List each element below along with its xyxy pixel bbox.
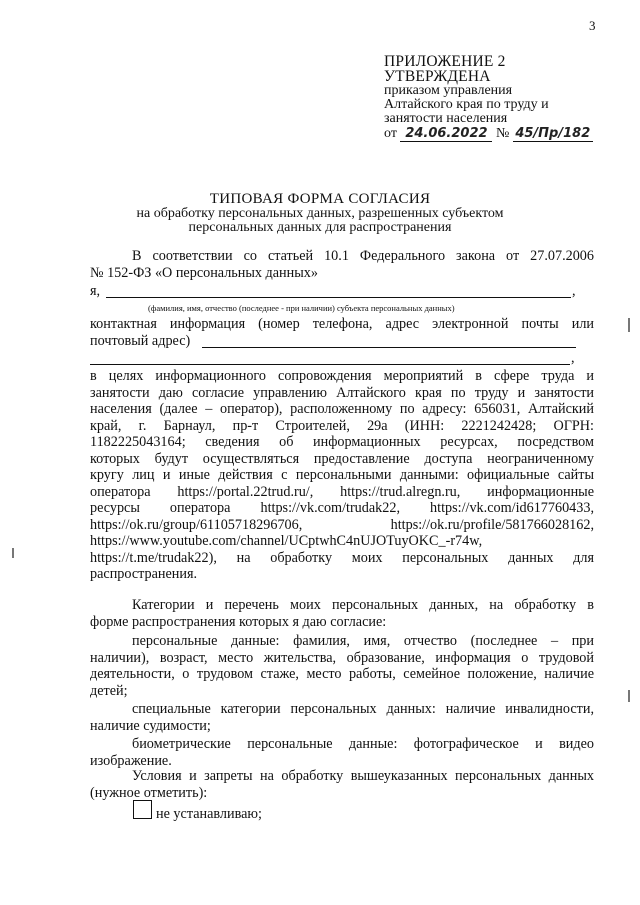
contact-line-2: почтовый адрес): [90, 333, 191, 349]
not-set-label: не устанавливаю;: [156, 806, 262, 822]
fio-hint: (фамилия, имя, отчество (последнее - при наличии) субъекта персональных данных): [148, 303, 455, 313]
order-line-3: занятости населения: [384, 111, 508, 126]
categories-line: Категории и перечень моих персональных данных, на обработку в: [132, 597, 594, 613]
number-sign: №: [495, 126, 510, 141]
scan-edge-mark: [628, 318, 630, 332]
not-set-checkbox[interactable]: [133, 800, 152, 819]
handwritten-number: 45/Пр/182: [513, 127, 593, 142]
purpose-line: 1182225043164; сведения об информационных ресурсах, посредством: [90, 434, 594, 450]
subtitle-line-2: персональных данных для распространения: [188, 220, 452, 235]
personal-data-line: деятельности, о трудовом стаже, место работы, семейное положение, наличие: [90, 666, 594, 682]
from-prefix: от: [384, 126, 397, 141]
intro-line-2: № 152-ФЗ «О персональных данных»: [90, 265, 318, 281]
biometric-line: биометрические персональные данные: фотографическое и видео: [132, 736, 594, 752]
special-categories-line: специальные категории персональных данных: наличие инвалидности,: [132, 701, 594, 717]
fio-underline[interactable]: [106, 297, 571, 298]
categories-line: форме распространения которых я даю согласие:: [90, 613, 387, 630]
special-categories-line: наличие судимости;: [90, 717, 211, 734]
form-subtitle: [0, 207, 640, 235]
purpose-line: в целях информационного сопровождения мероприятий в сфере труда и: [90, 368, 594, 384]
form-title: ТИПОВАЯ ФОРМА СОГЛАСИЯ: [209, 191, 431, 207]
purpose-line: кругу лиц и иные действия с персональными данными: официальные сайты: [90, 467, 594, 483]
contact-comma: ,: [571, 350, 575, 366]
intro-line-1: В соответствии со статьей 10.1 Федерального закона от 27.07.2006: [132, 248, 594, 264]
purpose-line: https://ok.ru/group/61105718296706, https://ok.ru/profile/581766028162,: [90, 516, 594, 533]
conditions-paragraph: [90, 768, 594, 801]
purpose-paragraph: [90, 368, 594, 583]
purpose-line: которых будут осуществляться предоставление доступа неограниченному: [90, 450, 594, 467]
biometric-paragraph: [90, 736, 594, 769]
personal-data-line: наличии), возраст, место жительства, образование, информация о трудовой: [90, 649, 594, 666]
approval-block: [384, 54, 593, 142]
order-line-2: Алтайского края по труду и: [384, 97, 549, 112]
purpose-line: https://www.youtube.com/channel/UCptwhC4nUJOTuyOKC_-r74w,: [90, 533, 483, 549]
conditions-line: Условия и запреты на обработку вышеуказанных персональных данных: [132, 768, 594, 784]
special-categories-paragraph: [90, 701, 594, 734]
personal-data-line: персональные данные: фамилия, имя, отчество (последнее – при: [132, 633, 594, 649]
categories-paragraph: [90, 597, 594, 630]
order-line-1: приказом управления: [384, 83, 513, 98]
personal-data-line: детей;: [90, 682, 128, 699]
personal-data-paragraph: [90, 633, 594, 699]
handwritten-date: 24.06.2022: [400, 127, 492, 142]
purpose-line: оператора https://portal.22trud.ru/, https://trud.alregn.ru, информационные: [90, 483, 594, 500]
purpose-line: край, г. Барнаул, пр-т Строителей, 29а (ИНН: 2221242428; ОГРН:: [90, 417, 594, 434]
contact-underline-2[interactable]: [90, 364, 570, 365]
biometric-line: изображение.: [90, 752, 172, 769]
subtitle-line-1: на обработку персональных данных, разрешенных субъектом: [136, 206, 504, 221]
approved-label: УТВЕРЖДЕНА: [384, 68, 491, 85]
order-date-line: [384, 127, 593, 142]
scan-edge-mark: [12, 548, 14, 558]
purpose-line: распространения.: [90, 566, 198, 582]
ya-label: я,: [90, 283, 101, 299]
scan-edge-mark: [628, 690, 630, 702]
purpose-line: населения (далее – оператор), расположенному по адресу: 656031, Алтайский: [90, 401, 594, 417]
appendix-label: ПРИЛОЖЕНИЕ 2: [384, 53, 506, 70]
purpose-line: занятости даю согласие управлению Алтайского края по труду и занятости: [90, 384, 594, 401]
purpose-line: ресурсы оператора https://vk.com/trudak22, https://vk.com/id617760433,: [90, 500, 594, 516]
contact-underline-1[interactable]: [202, 347, 576, 348]
fio-comma: ,: [572, 283, 576, 299]
page-number: 3: [589, 18, 596, 33]
conditions-line: (нужное отметить):: [90, 784, 208, 801]
purpose-line: https://t.me/trudak22), на обработку моих персональных данных для: [90, 549, 594, 566]
contact-line-1: контактная информация (номер телефона, адрес электронной почты или: [90, 316, 594, 332]
